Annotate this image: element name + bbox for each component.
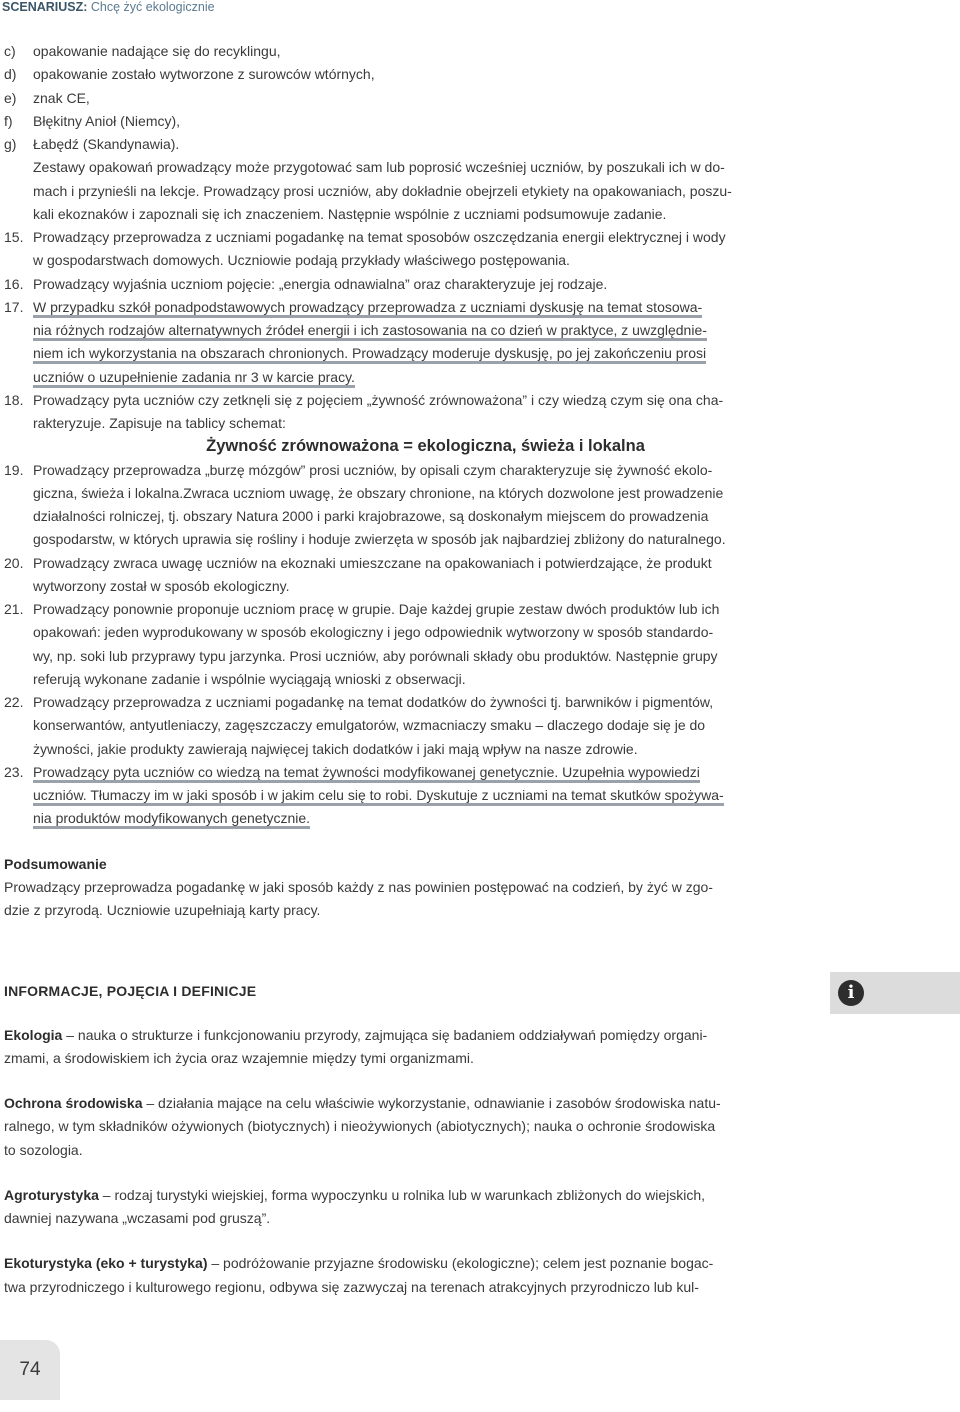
- list-item: [0, 133, 960, 156]
- definition-text: – działania mające na celu właściwie wykorzystanie, odnawianie i zasobów środowiska natu-: [142, 1095, 721, 1111]
- list-item: [0, 63, 960, 86]
- step-number: 16.: [4, 275, 24, 292]
- step-22-line: [0, 691, 960, 714]
- step-22-line: konserwantów, antyutleniaczy, zagęszczaczy emulgatorów, wzmacniaczy smaku – dlaczego dodaje się je do: [33, 717, 706, 734]
- schema-equation: Żywność zrównoważona = ekologiczna, świeża i lokalna: [206, 437, 645, 456]
- step-19-line: gospodarstw, w których uprawia się rośliny i hoduje zwierzęta w sposób jak najbardziej zbliżony do naturalnego.: [33, 531, 726, 548]
- step-23-line: [0, 807, 960, 830]
- list-letter: e): [4, 89, 17, 106]
- document-body: [0, 40, 960, 1299]
- list-item: [0, 40, 960, 63]
- list-text: opakowanie nadające się do recyklingu,: [33, 43, 281, 59]
- definition-text: – podróżowanie przyjazne środowisku (ekologiczne); celem jest poznanie bogac-: [207, 1255, 714, 1272]
- header-label: SCENARIUSZ:: [2, 0, 88, 14]
- step-text-highlighted: nia różnych rodzajów alternatywnych źródeł energii i ich zastosowania na co dzień w praktyce, z uwzględnie-: [33, 322, 707, 341]
- step-number: 19.: [4, 461, 24, 478]
- step-text-highlighted: uczniów. Tłumaczy im w jaki sposób i w jakim celu się to robi. Dyskutuje z uczniami na temat skutków spożywa-: [33, 787, 724, 806]
- step-23-line: [0, 761, 960, 784]
- paragraph-line: kali ekoznaków i zapoznali się ich znaczeniem. Następnie wspólnie z uczniami podsumowuje zadanie.: [33, 205, 667, 222]
- step-21-line: opakowań: jeden wyprodukowany w sposób ekologiczny i jego odpowiednik wytworzony w sposób standardo-: [33, 624, 714, 641]
- list-letter: d): [4, 66, 17, 83]
- definition-line: dawniej nazywana „wczasami pod gruszą”.: [4, 1210, 271, 1226]
- step-18-line: [0, 389, 960, 412]
- definition-line: [0, 1092, 960, 1115]
- step-15-line: [0, 226, 960, 249]
- step-text-highlighted: uczniów o uzupełnienie zadania nr 3 w karcie pracy.: [33, 369, 355, 388]
- definition-line: twa przyrodniczego i kulturowego regionu, odbywa się zazwyczaj na terenach atrakcyjnych przyrodniczo lub kul-: [4, 1278, 699, 1295]
- definition-line: [0, 1252, 960, 1275]
- definition-line: [0, 1184, 960, 1207]
- step-17-line: [0, 366, 960, 389]
- step-text: Prowadzący ponownie proponuje uczniom pracę w grupie. Daje każdej grupie zestaw dwóch produktów lub ich: [33, 601, 720, 617]
- step-number: 23.: [4, 763, 24, 780]
- summary-line: Prowadzący przeprowadza pogadankę w jaki sposób każdy z nas powinien postępować na codzień, by żyć w zgo-: [4, 878, 713, 895]
- page-number: 74: [0, 1340, 60, 1400]
- list-text: Błękitny Anioł (Niemcy),: [33, 112, 181, 129]
- step-text-highlighted: niem ich wykorzystania na obszarach chronionych. Prowadzący moderuje dyskusję, po jej zakończeniu prosi: [33, 345, 706, 364]
- list-letter: g): [4, 136, 17, 152]
- summary-title: Podsumowanie: [4, 855, 107, 872]
- step-text: Prowadzący przeprowadza z uczniami pogadankę na temat dodatków do żywności tj. barwników i pigmentów,: [33, 694, 714, 710]
- list-item: [0, 110, 960, 133]
- step-17-line: [0, 296, 960, 319]
- step-number: 17.: [4, 298, 24, 315]
- list-text: Łabędź (Skandynawia).: [33, 136, 180, 152]
- step-number: 22.: [4, 694, 24, 710]
- step-21-line: [0, 598, 960, 621]
- definition-line: zmami, a środowiskiem ich życia oraz wzajemnie między tymi organizmami.: [4, 1049, 474, 1066]
- step-text: Prowadzący przeprowadza z uczniami pogadankę na temat sposobów oszczędzania energii elektrycznej i wody: [33, 229, 726, 245]
- step-number: 18.: [4, 391, 24, 408]
- definition-term: Ekologia: [4, 1026, 63, 1043]
- step-20-line: wytworzony został w sposób ekologiczny.: [33, 577, 290, 594]
- step-text: Prowadzący wyjaśnia uczniom pojęcie: „energia odnawialna” oraz charakteryzuje jej rodzaje.: [33, 275, 608, 292]
- step-19-line: [0, 459, 960, 482]
- step-19-line: giczna, świeża i lokalna.Zwraca uczniom uwagę, że obszary chronione, na których dozwolone jest prowadzenie: [33, 484, 724, 501]
- list-letter: c): [4, 43, 16, 59]
- step-number: 21.: [4, 601, 24, 617]
- step-text-highlighted: nia produktów modyfikowanych genetycznie.: [33, 810, 310, 829]
- step-text: Prowadzący pyta uczniów czy zetknęli się z pojęciem „żywność zrównoważona” i czy wiedzą czym się ona cha-: [33, 391, 724, 408]
- page-header: [0, 0, 960, 14]
- paragraph-line: mach i przynieśli na lekcje. Prowadzący prosi uczniów, aby dokładnie obejrzeli etykiety na opakowaniach, poszu-: [33, 182, 732, 199]
- list-letter: f): [4, 112, 13, 129]
- list-text: opakowanie zostało wytworzone z surowców wtórnych,: [33, 66, 375, 83]
- definition-line: [0, 1024, 960, 1047]
- definition-line: to sozologia.: [4, 1141, 83, 1158]
- definition-term: Ekoturystyka (eko + turystyka): [4, 1255, 208, 1272]
- step-text-highlighted: Prowadzący pyta uczniów co wiedzą na temat żywności modyfikowanej genetycznie. Uzupełnia wypowiedzi: [33, 764, 700, 783]
- step-15-line: w gospodarstwach domowych. Uczniowie podają przykłady właściwego postępowania.: [33, 252, 570, 269]
- step-17-line: [0, 342, 960, 365]
- summary-line: dzie z przyrodą. Uczniowie uzupełniają karty pracy.: [4, 902, 321, 918]
- list-text: znak CE,: [33, 89, 90, 106]
- step-text-highlighted: W przypadku szkół ponadpodstawowych prowadzący przeprowadza z uczniami dyskusję na temat stosowa-: [33, 299, 702, 318]
- definition-term: Ochrona środowiska: [4, 1095, 143, 1111]
- step-17-line: [0, 319, 960, 342]
- definition-term: Agroturystyka: [4, 1186, 99, 1203]
- step-18-line: rakteryzuje. Zapisuje na tablicy schemat:: [33, 415, 286, 431]
- definition-line: ralnego, w tym składników ożywionych (biotycznych) i nieożywionych (abiotycznych); nauka o ochronie środowiska: [4, 1118, 716, 1135]
- info-section-title: INFORMACJE, POJĘCIA I DEFINICJE: [4, 983, 257, 1000]
- step-23-line: [0, 784, 960, 807]
- definition-text: – rodzaj turystyki wiejskiej, forma wypoczynku u rolnika lub w warunkach zbliżonych do wiejskich,: [98, 1186, 706, 1203]
- step-22-line: żywności, jakie produkty zawierają najwięcej takich dodatków i jaki mają wpływ na nasze zdrowie.: [33, 740, 638, 757]
- step-number: 20.: [4, 554, 24, 571]
- step-text: Prowadzący zwraca uwagę uczniów na ekoznaki umieszczane na opakowaniach i potwierdzające, że produkt: [33, 554, 712, 571]
- info-icon: i: [838, 980, 864, 1006]
- step-text: Prowadzący przeprowadza „burzę mózgów” prosi uczniów, by opisali czym charakteryzuje się żywność ekolo-: [33, 461, 713, 478]
- step-19-line: działalności rolniczej, tj. obszary Natura 2000 i parki krajobrazowe, są doskonałym miejscem do prowadzenia: [33, 508, 709, 524]
- step-20-line: [0, 552, 960, 575]
- paragraph-line: Zestawy opakowań prowadzący może przygotować sam lub poprosić wcześniej uczniów, by poszukali ich w do-: [33, 159, 725, 176]
- step-21-line: referują wykonane zadanie i wspólnie wyciągają wnioski z obserwacji.: [33, 670, 466, 687]
- info-badge: [830, 972, 960, 1014]
- definition-text: – nauka o strukturze i funkcjonowaniu przyrody, zajmująca się badaniem oddziaływań pomiędzy organi-: [62, 1026, 708, 1043]
- list-item: [0, 87, 960, 110]
- header-title: Chcę żyć ekologicznie: [90, 0, 215, 14]
- step-21-line: wy, np. soki lub przyprawy typu jarzynka. Prosi uczniów, aby porównali składy obu produktów. Następnie grupy: [33, 647, 718, 664]
- step-16-line: [0, 273, 960, 296]
- step-number: 15.: [4, 229, 24, 245]
